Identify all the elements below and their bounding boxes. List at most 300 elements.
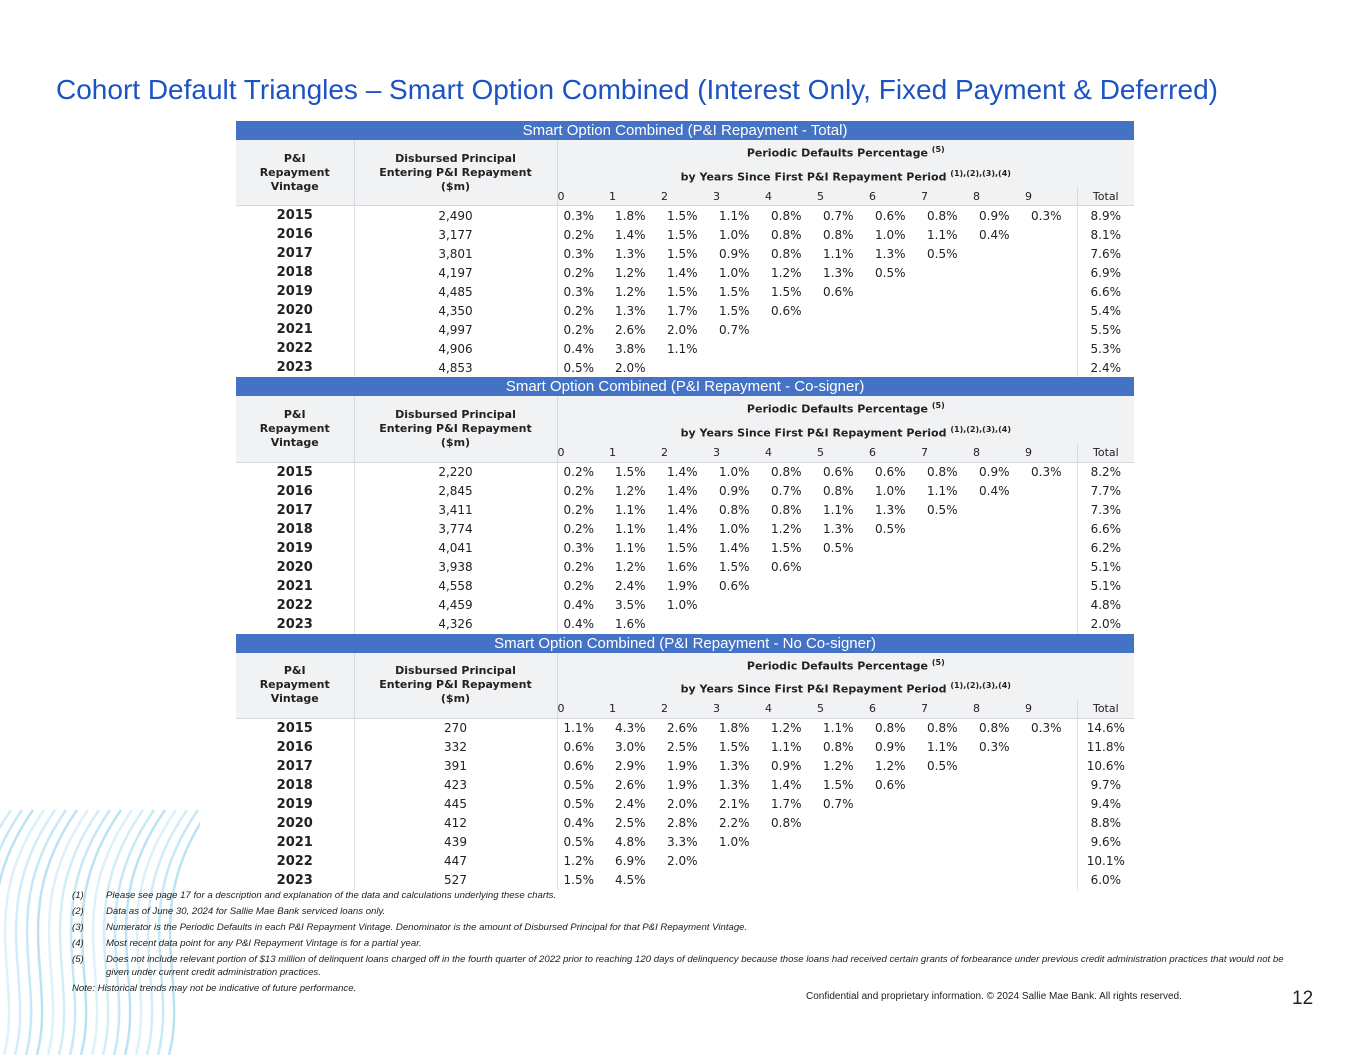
vintage-cell: 2022 xyxy=(236,852,354,871)
default-pct-cell: 1.5% xyxy=(667,541,698,556)
default-pct-cell: 0.3% xyxy=(563,246,594,261)
default-pct-cell xyxy=(713,615,765,634)
default-pct-cell xyxy=(1025,814,1077,833)
total-cell: 9.6% xyxy=(1077,833,1134,852)
table-row xyxy=(236,795,1134,814)
default-pct-cell: 2.5% xyxy=(615,816,646,831)
footnote-ref: (1),(2),(3),(4) xyxy=(950,424,1011,434)
table-row xyxy=(236,852,1134,871)
default-pct-cell: 1.4% xyxy=(667,503,698,518)
default-pct-cell: 0.2% xyxy=(563,465,594,480)
default-pct-cell xyxy=(817,852,869,871)
year-header: 8 xyxy=(973,187,1025,206)
default-pct-cell xyxy=(817,615,869,634)
default-pct-cell xyxy=(765,871,817,890)
table-row xyxy=(236,282,1134,301)
default-pct-cell: 0.2% xyxy=(563,265,594,280)
vintage-header xyxy=(236,140,354,206)
vintage-cell: 2018 xyxy=(236,776,354,795)
default-pct-cell: 1.4% xyxy=(667,265,698,280)
default-pct-cell xyxy=(1025,358,1077,377)
default-pct-cell: 1.4% xyxy=(719,541,750,556)
cohort-table xyxy=(236,121,1134,377)
footnote-ref: (5) xyxy=(931,657,945,667)
total-cell: 4.8% xyxy=(1077,596,1134,615)
default-pct-cell: 0.8% xyxy=(875,721,906,736)
default-pct-cell: 6.9% xyxy=(615,854,646,869)
footnotes xyxy=(72,889,1307,995)
default-pct-cell: 0.8% xyxy=(719,503,750,518)
principal-cell: 4,997 xyxy=(354,320,557,339)
default-pct-cell: 1.4% xyxy=(667,522,698,537)
principal-cell: 4,558 xyxy=(354,577,557,596)
vintage-cell: 2018 xyxy=(236,520,354,539)
principal-cell: 2,220 xyxy=(354,462,557,482)
footnote-ref: (1),(2),(3),(4) xyxy=(950,168,1011,178)
default-pct-cell xyxy=(661,358,713,377)
default-pct-cell: 1.0% xyxy=(875,227,906,242)
table-row xyxy=(236,615,1134,634)
footnote-ref: (5) xyxy=(931,145,945,154)
principal-cell: 4,197 xyxy=(354,263,557,282)
default-pct-cell xyxy=(869,558,921,577)
vintage-cell: 2023 xyxy=(236,358,354,377)
year-header: 7 xyxy=(921,187,973,206)
header-line: P&I xyxy=(283,407,306,421)
vintage-cell: 2020 xyxy=(236,814,354,833)
vintage-header xyxy=(236,653,354,719)
default-pct-cell xyxy=(973,320,1025,339)
default-pct-cell xyxy=(973,814,1025,833)
default-pct-cell xyxy=(1025,263,1077,282)
default-pct-cell xyxy=(869,852,921,871)
default-pct-cell: 1.1% xyxy=(719,208,750,223)
default-pct-cell: 2.4% xyxy=(615,579,646,594)
default-pct-cell: 0.3% xyxy=(1031,208,1062,223)
default-pct-cell: 1.5% xyxy=(771,541,802,556)
default-pct-cell: 0.2% xyxy=(563,503,594,518)
confidential-notice: Confidential and proprietary information. © 2024 Sallie Mae Bank. All rights reserved. xyxy=(806,991,1182,1002)
default-pct-cell xyxy=(817,339,869,358)
total-cell: 11.8% xyxy=(1077,738,1134,757)
default-pct-cell: 1.0% xyxy=(667,598,698,613)
principal-cell: 4,350 xyxy=(354,301,557,320)
total-cell: 6.9% xyxy=(1077,263,1134,282)
table-row xyxy=(236,814,1134,833)
default-pct-cell xyxy=(973,596,1025,615)
principal-header xyxy=(354,653,557,719)
default-pct-cell: 0.8% xyxy=(771,246,802,261)
default-pct-cell: 0.7% xyxy=(823,208,854,223)
default-pct-cell: 1.3% xyxy=(875,503,906,518)
year-header: 9 xyxy=(1025,700,1077,719)
default-pct-cell xyxy=(817,558,869,577)
total-cell: 5.5% xyxy=(1077,320,1134,339)
principal-cell: 527 xyxy=(354,871,557,890)
default-pct-cell: 0.6% xyxy=(823,465,854,480)
principal-cell: 4,906 xyxy=(354,339,557,358)
default-pct-cell: 4.8% xyxy=(615,835,646,850)
year-header: 5 xyxy=(817,700,869,719)
default-pct-cell xyxy=(1025,615,1077,634)
default-pct-cell: 0.2% xyxy=(563,484,594,499)
default-pct-cell: 0.8% xyxy=(927,465,958,480)
default-pct-cell xyxy=(765,833,817,852)
default-pct-cell: 1.6% xyxy=(615,617,646,632)
vintage-cell: 2016 xyxy=(236,225,354,244)
header-line: P&I xyxy=(283,151,306,165)
footnote-ref: (5) xyxy=(931,401,945,411)
principal-cell: 2,490 xyxy=(354,206,557,226)
default-pct-cell: 2.0% xyxy=(667,797,698,812)
default-pct-cell: 1.5% xyxy=(667,246,698,261)
header-line: Periodic Defaults Percentage xyxy=(746,402,929,416)
total-cell: 7.7% xyxy=(1077,482,1134,501)
total-cell: 6.6% xyxy=(1077,282,1134,301)
default-pct-cell xyxy=(973,776,1025,795)
default-pct-cell: 0.6% xyxy=(719,579,750,594)
default-pct-cell xyxy=(1025,282,1077,301)
footnote-text: Most recent data point for any P&I Repayment Vintage is for a partial year. xyxy=(106,938,422,949)
default-pct-cell: 0.4% xyxy=(563,341,594,356)
table-band-title: Smart Option Combined (P&I Repayment - Total) xyxy=(236,121,1134,140)
default-pct-cell: 0.9% xyxy=(719,246,750,261)
default-pct-cell: 1.5% xyxy=(719,560,750,575)
total-cell: 14.6% xyxy=(1077,718,1134,738)
default-pct-cell xyxy=(921,814,973,833)
footnote-text: Does not include relevant portion of $13 million of delinquent loans charged off in the fourth quarter of 2022 prior to reaching 120 days of delinquency because those loans had received certain grants of forbearance under previous credit administration practices that would not be given under current credit administration practices. xyxy=(106,954,1284,978)
header-line: by Years Since First P&I Repayment Period xyxy=(680,682,947,696)
default-pct-cell: 0.5% xyxy=(563,797,594,812)
default-pct-cell xyxy=(869,282,921,301)
year-header: 0 xyxy=(557,187,609,206)
default-pct-cell xyxy=(817,596,869,615)
default-pct-cell: 2.4% xyxy=(615,797,646,812)
default-pct-cell xyxy=(921,577,973,596)
total-cell: 2.0% xyxy=(1077,615,1134,634)
default-pct-cell: 0.5% xyxy=(927,759,958,774)
principal-cell: 4,485 xyxy=(354,282,557,301)
header-line: Repayment xyxy=(259,678,330,692)
table-row xyxy=(236,577,1134,596)
principal-cell: 423 xyxy=(354,776,557,795)
header-line: Entering P&I Repayment xyxy=(379,165,532,179)
total-cell: 6.6% xyxy=(1077,520,1134,539)
footnote-ref: (1),(2),(3),(4) xyxy=(950,681,1011,691)
default-pct-cell: 0.4% xyxy=(563,816,594,831)
default-pct-cell: 1.5% xyxy=(667,227,698,242)
year-header: 6 xyxy=(869,700,921,719)
footnote-number: (5) xyxy=(72,954,84,965)
principal-cell: 3,177 xyxy=(354,225,557,244)
default-pct-cell: 2.9% xyxy=(615,759,646,774)
default-pct-cell: 0.5% xyxy=(927,246,958,261)
default-pct-cell: 1.2% xyxy=(771,721,802,736)
default-pct-cell xyxy=(973,871,1025,890)
default-pct-cell xyxy=(869,833,921,852)
default-pct-cell: 1.2% xyxy=(615,484,646,499)
year-header: 8 xyxy=(973,444,1025,463)
default-pct-cell: 1.2% xyxy=(771,265,802,280)
default-pct-cell: 1.5% xyxy=(563,873,594,888)
table-row xyxy=(236,358,1134,377)
default-pct-cell xyxy=(973,615,1025,634)
default-pct-cell xyxy=(869,539,921,558)
default-pct-cell xyxy=(921,833,973,852)
total-cell: 8.9% xyxy=(1077,206,1134,226)
default-pct-cell: 0.2% xyxy=(563,322,594,337)
principal-cell: 4,326 xyxy=(354,615,557,634)
default-pct-cell: 0.6% xyxy=(875,778,906,793)
cohort-default-tables xyxy=(236,121,1134,890)
default-pct-cell xyxy=(869,871,921,890)
footnote-text: Please see page 17 for a description and explanation of the data and calculations underlying these charts. xyxy=(106,890,557,901)
default-pct-cell xyxy=(973,795,1025,814)
default-pct-cell: 1.9% xyxy=(667,778,698,793)
default-pct-cell xyxy=(869,596,921,615)
default-pct-cell: 1.3% xyxy=(719,759,750,774)
default-pct-cell: 1.1% xyxy=(823,246,854,261)
default-pct-cell xyxy=(1025,558,1077,577)
principal-cell: 2,845 xyxy=(354,482,557,501)
default-pct-cell xyxy=(765,615,817,634)
default-pct-cell xyxy=(1025,482,1077,501)
vintage-cell: 2015 xyxy=(236,718,354,738)
year-header: 3 xyxy=(713,187,765,206)
table-row xyxy=(236,738,1134,757)
header-line: ($m) xyxy=(440,435,471,449)
default-pct-cell xyxy=(973,282,1025,301)
default-pct-cell: 1.7% xyxy=(771,797,802,812)
footnote-number: (2) xyxy=(72,906,84,917)
principal-cell: 3,801 xyxy=(354,244,557,263)
default-pct-cell: 0.5% xyxy=(927,503,958,518)
cohort-table xyxy=(236,634,1134,890)
header-line: Vintage xyxy=(270,692,319,706)
default-pct-cell: 1.0% xyxy=(719,835,750,850)
default-pct-cell xyxy=(765,339,817,358)
year-header: 0 xyxy=(557,700,609,719)
vintage-cell: 2021 xyxy=(236,833,354,852)
default-pct-cell xyxy=(765,358,817,377)
default-pct-cell xyxy=(765,577,817,596)
default-pct-cell: 0.6% xyxy=(563,759,594,774)
table-row xyxy=(236,520,1134,539)
principal-cell: 332 xyxy=(354,738,557,757)
default-pct-cell: 0.8% xyxy=(979,721,1010,736)
default-pct-cell xyxy=(713,339,765,358)
periodic-defaults-header xyxy=(557,140,1134,187)
default-pct-cell xyxy=(973,263,1025,282)
default-pct-cell: 0.2% xyxy=(563,227,594,242)
year-header: 5 xyxy=(817,444,869,463)
default-pct-cell: 1.0% xyxy=(719,465,750,480)
table-row xyxy=(236,501,1134,520)
vintage-cell: 2015 xyxy=(236,206,354,226)
default-pct-cell xyxy=(1025,596,1077,615)
default-pct-cell: 0.4% xyxy=(563,598,594,613)
default-pct-cell: 2.6% xyxy=(615,322,646,337)
default-pct-cell: 0.6% xyxy=(875,208,906,223)
default-pct-cell xyxy=(921,596,973,615)
default-pct-cell xyxy=(973,757,1025,776)
year-header: 4 xyxy=(765,444,817,463)
year-header: 4 xyxy=(765,187,817,206)
default-pct-cell: 3.5% xyxy=(615,598,646,613)
header-line: by Years Since First P&I Repayment Period xyxy=(680,170,947,184)
default-pct-cell xyxy=(1025,833,1077,852)
footnote xyxy=(72,889,1307,902)
default-pct-cell xyxy=(1025,776,1077,795)
principal-cell: 439 xyxy=(354,833,557,852)
header-line: by Years Since First P&I Repayment Period xyxy=(680,426,947,440)
default-pct-cell: 1.3% xyxy=(615,246,646,261)
principal-header xyxy=(354,140,557,206)
vintage-cell: 2020 xyxy=(236,301,354,320)
default-pct-cell: 0.5% xyxy=(563,778,594,793)
default-pct-cell xyxy=(921,520,973,539)
default-pct-cell: 0.8% xyxy=(927,208,958,223)
default-pct-cell xyxy=(713,852,765,871)
page-number: 12 xyxy=(1292,988,1314,1009)
default-pct-cell: 0.7% xyxy=(823,797,854,812)
default-pct-cell: 1.8% xyxy=(719,721,750,736)
default-pct-cell xyxy=(765,852,817,871)
principal-cell: 270 xyxy=(354,718,557,738)
header-line: Periodic Defaults Percentage xyxy=(746,146,928,160)
default-pct-cell: 0.5% xyxy=(875,265,906,280)
vintage-cell: 2019 xyxy=(236,795,354,814)
default-pct-cell xyxy=(921,282,973,301)
vintage-cell: 2023 xyxy=(236,615,354,634)
header-line: Entering P&I Repayment xyxy=(379,421,532,435)
principal-cell: 3,411 xyxy=(354,501,557,520)
default-pct-cell: 1.1% xyxy=(771,740,802,755)
note-text: Note: Historical trends may not be indicative of future performance. xyxy=(72,983,357,994)
default-pct-cell xyxy=(921,871,973,890)
total-cell: 9.4% xyxy=(1077,795,1134,814)
year-header: 6 xyxy=(869,187,921,206)
total-cell: 7.6% xyxy=(1077,244,1134,263)
total-cell: 2.4% xyxy=(1077,358,1134,377)
default-pct-cell: 0.2% xyxy=(563,522,594,537)
default-pct-cell: 1.9% xyxy=(667,759,698,774)
default-pct-cell: 1.6% xyxy=(667,560,698,575)
default-pct-cell: 0.8% xyxy=(823,740,854,755)
default-pct-cell: 1.4% xyxy=(667,484,698,499)
default-pct-cell: 1.5% xyxy=(615,465,646,480)
year-header: 5 xyxy=(817,187,869,206)
year-header: 1 xyxy=(609,444,661,463)
default-pct-cell: 1.3% xyxy=(615,303,646,318)
default-pct-cell xyxy=(817,833,869,852)
default-pct-cell xyxy=(1025,852,1077,871)
footnote xyxy=(72,953,1307,979)
default-pct-cell xyxy=(973,852,1025,871)
table-row xyxy=(236,244,1134,263)
default-pct-cell: 0.4% xyxy=(979,484,1010,499)
default-pct-cell xyxy=(869,795,921,814)
default-pct-cell: 1.1% xyxy=(823,721,854,736)
footnote-text: Numerator is the Periodic Defaults in each P&I Repayment Vintage. Denominator is the amount of Disbursed Principal for that P&I Repayment Vintage. xyxy=(106,922,748,933)
default-pct-cell: 0.6% xyxy=(771,560,802,575)
default-pct-cell: 1.5% xyxy=(719,303,750,318)
default-pct-cell: 1.1% xyxy=(823,503,854,518)
default-pct-cell xyxy=(1025,757,1077,776)
default-pct-cell xyxy=(817,577,869,596)
default-pct-cell xyxy=(1025,339,1077,358)
total-cell: 6.0% xyxy=(1077,871,1134,890)
vintage-cell: 2017 xyxy=(236,501,354,520)
default-pct-cell: 1.0% xyxy=(719,265,750,280)
header-line: Repayment xyxy=(259,421,330,435)
default-pct-cell: 1.3% xyxy=(823,522,854,537)
table-row xyxy=(236,558,1134,577)
vintage-cell: 2023 xyxy=(236,871,354,890)
default-pct-cell xyxy=(921,615,973,634)
default-pct-cell: 0.6% xyxy=(563,740,594,755)
default-pct-cell: 0.5% xyxy=(563,835,594,850)
total-header: Total xyxy=(1077,187,1134,206)
table-row xyxy=(236,339,1134,358)
year-header: 8 xyxy=(973,700,1025,719)
default-pct-cell: 0.8% xyxy=(927,721,958,736)
total-cell: 8.8% xyxy=(1077,814,1134,833)
default-pct-cell: 0.9% xyxy=(979,208,1010,223)
default-pct-cell: 1.1% xyxy=(927,227,958,242)
default-pct-cell xyxy=(973,539,1025,558)
table-row xyxy=(236,539,1134,558)
default-pct-cell: 1.4% xyxy=(667,465,698,480)
vintage-cell: 2016 xyxy=(236,482,354,501)
default-pct-cell xyxy=(661,871,713,890)
vintage-cell: 2022 xyxy=(236,596,354,615)
default-pct-cell: 1.5% xyxy=(771,284,802,299)
default-pct-cell: 0.3% xyxy=(1031,465,1062,480)
principal-cell: 3,774 xyxy=(354,520,557,539)
default-pct-cell: 2.6% xyxy=(667,721,698,736)
year-header: 4 xyxy=(765,700,817,719)
default-pct-cell: 4.3% xyxy=(615,721,646,736)
total-header: Total xyxy=(1077,444,1134,463)
table-row xyxy=(236,718,1134,738)
default-pct-cell: 1.1% xyxy=(927,740,958,755)
footnote-number: (3) xyxy=(72,922,84,933)
default-pct-cell xyxy=(1025,225,1077,244)
default-pct-cell: 1.3% xyxy=(719,778,750,793)
default-pct-cell xyxy=(1025,539,1077,558)
default-pct-cell: 0.2% xyxy=(563,579,594,594)
default-pct-cell xyxy=(765,596,817,615)
vintage-header xyxy=(236,396,354,462)
default-pct-cell: 0.9% xyxy=(979,465,1010,480)
default-pct-cell: 1.4% xyxy=(615,227,646,242)
default-pct-cell: 0.8% xyxy=(823,227,854,242)
vintage-cell: 2021 xyxy=(236,320,354,339)
page-title: Cohort Default Triangles – Smart Option Combined (Interest Only, Fixed Payment & Deferred) xyxy=(56,74,1218,105)
default-pct-cell xyxy=(973,301,1025,320)
table-row xyxy=(236,596,1134,615)
year-header: 0 xyxy=(557,444,609,463)
header-line: Disbursed Principal xyxy=(395,407,516,421)
footnote xyxy=(72,921,1307,934)
footnote xyxy=(72,937,1307,950)
default-pct-cell: 3.0% xyxy=(615,740,646,755)
default-pct-cell xyxy=(973,558,1025,577)
table-row xyxy=(236,871,1134,890)
year-header: 2 xyxy=(661,700,713,719)
periodic-defaults-header xyxy=(557,653,1134,700)
